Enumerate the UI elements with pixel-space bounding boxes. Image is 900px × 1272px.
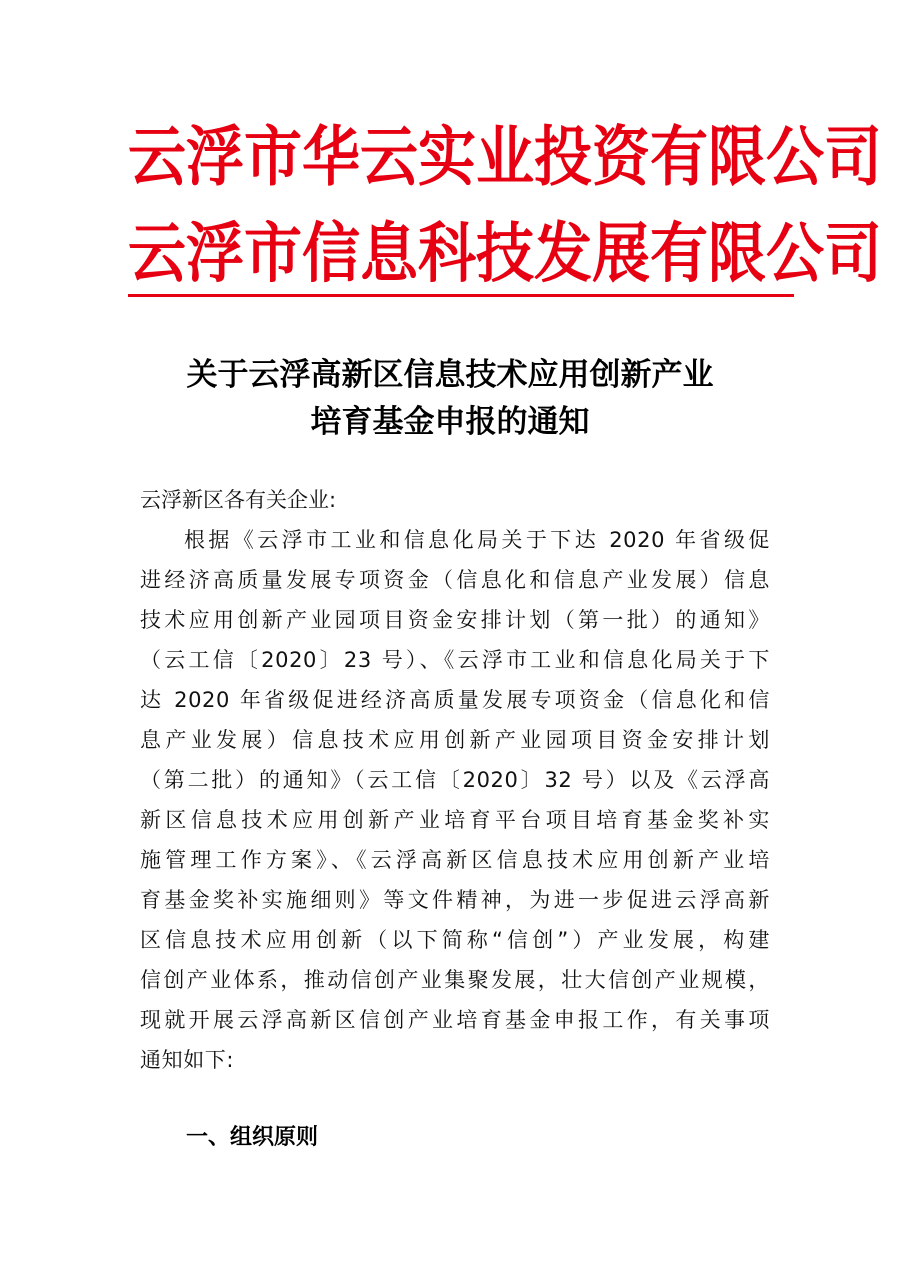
paragraph-line: 达 2020 年省级促进经济高质量发展专项资金（信息化和信 xyxy=(140,688,770,712)
document-body xyxy=(140,480,770,1080)
paragraph-line: 技术应用创新产业园项目资金安排计划（第一批）的通知》 xyxy=(140,608,770,632)
masthead-line-1: 云浮市华云实业投资有限公司 xyxy=(128,118,883,195)
document-title xyxy=(100,352,800,446)
paragraph-line: 区信息技术应用创新（以下简称“信创”）产业发展，构建 xyxy=(140,928,770,952)
paragraph-line: 新区信息技术应用创新产业培育平台项目培育基金奖补实 xyxy=(140,808,770,832)
paragraph-line: （第二批）的通知》（云工信〔2020〕32 号）以及《云浮高 xyxy=(140,768,770,792)
masthead-line-2: 云浮市信息科技发展有限公司 xyxy=(128,215,883,292)
title-line-1: 关于云浮高新区信息技术应用创新产业 xyxy=(186,357,714,393)
paragraph-line: 根据《云浮市工业和信息化局关于下达 2020 年省级促 xyxy=(184,528,770,552)
paragraph-line: 现就开展云浮高新区信创产业培育基金申报工作，有关事项 xyxy=(140,1008,770,1032)
paragraph-line: 通知如下: xyxy=(140,1048,235,1072)
red-masthead xyxy=(128,112,883,305)
salutation: 云浮新区各有关企业: xyxy=(140,488,337,512)
paragraph-line: 信创产业体系，推动信创产业集聚发展，壮大信创产业规模， xyxy=(140,968,770,992)
paragraph-line: 息产业发展）信息技术应用创新产业园项目资金安排计划 xyxy=(140,728,770,752)
paragraph-line: 施管理工作方案》、《云浮高新区信息技术应用创新产业培 xyxy=(140,848,770,872)
paragraph-line: 进经济高质量发展专项资金（信息化和信息产业发展）信息 xyxy=(140,568,770,592)
section-heading: 一、组织原则 xyxy=(186,1125,319,1150)
title-line-2: 培育基金申报的通知 xyxy=(310,404,590,440)
paragraph-line: 育基金奖补实施细则》等文件精神，为进一步促进云浮高新 xyxy=(140,888,770,912)
paragraph-line: （云工信〔2020〕23 号）、《云浮市工业和信息化局关于下 xyxy=(140,648,770,672)
red-divider-rule xyxy=(128,294,794,297)
